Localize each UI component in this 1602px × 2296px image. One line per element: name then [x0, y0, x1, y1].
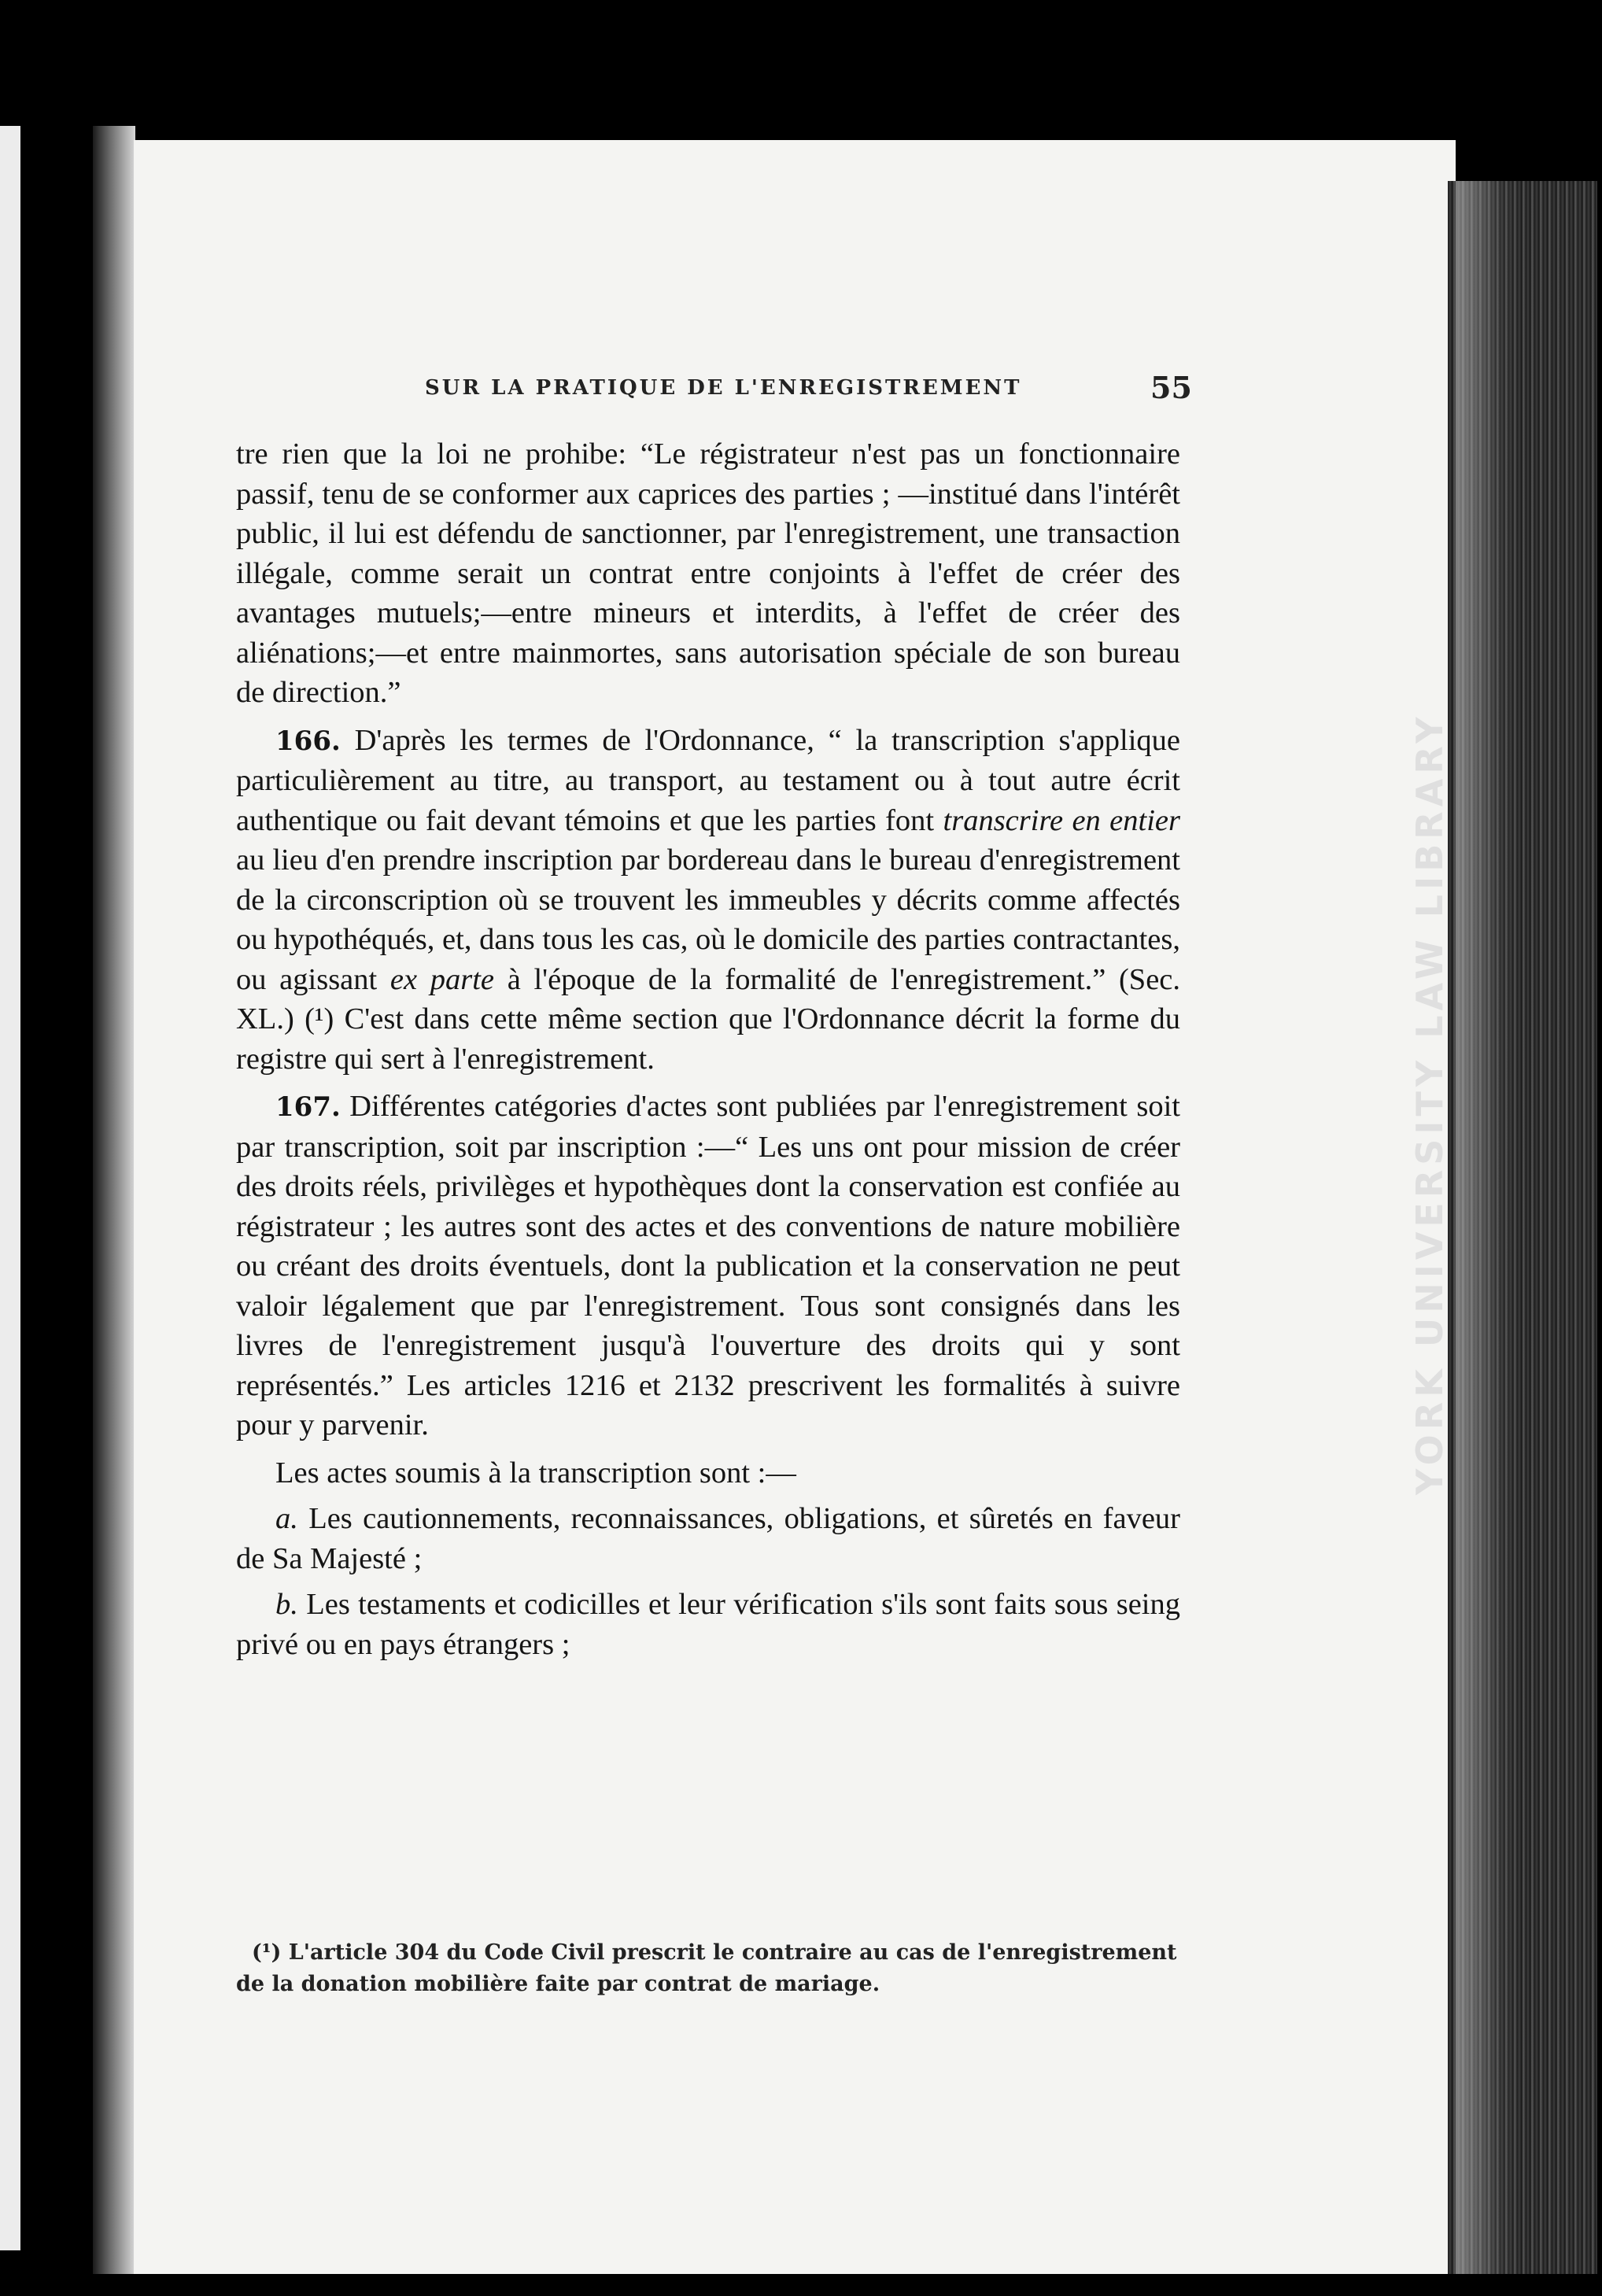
list-item	[236, 1499, 1180, 1578]
footnote-text: L'article 304 du Code Civil prescrit le contraire au cas de l'enregistrement de la donation mobilière faite par contrat de mariage.	[236, 1940, 1177, 1996]
paragraph-text: Différentes catégories d'actes sont publiées par l'enregistrement soit par transcription, soit par inscription :—“ Les uns ont pour mission de créer des droits réels, privilèges et hypothèques dont la conservation est confiée au régistrateur ; les autres sont des actes et des conventions de nature mobilière ou créant des droits éventuels, dont la publication et la conservation ne peut valoir légalement que par l'enregistrement. Tous sont consignés dans les livres de l'enregistrement jusqu'à l'ouverture des droits qui y sont représentés.” Les articles 1216 et 2132 prescrivent les formalités à suivre pour y parvenir.	[236, 1090, 1180, 1441]
paragraph-number: 167.	[275, 1091, 341, 1123]
page-number: 55	[1150, 370, 1192, 405]
paragraph-167	[236, 1087, 1180, 1445]
list-text: Les testaments et codicilles et leur vérification s'ils sont faits sous seing privé ou en pays étrangers ;	[236, 1588, 1180, 1661]
list-label: a.	[275, 1502, 298, 1535]
paragraph-text: à l'époque de la formalité de l'enregistrement.” (Sec. XL.) (¹) C'est dans cette même section que l'Ordonnance décrit la forme du registre qui sert à l'enregistrement.	[236, 962, 1180, 1076]
list-text: Les cautionnements, reconnaissances, obligations, et sûretés en faveur de Sa Majesté ;	[236, 1502, 1180, 1575]
body-text	[236, 434, 1180, 1664]
library-stamp: YORK UNIVERSITY LAW LIBRARY	[1408, 712, 1451, 1495]
footnote	[236, 1937, 1180, 2000]
paragraph-text: D'après les termes de l'Ordonnance, “ la transcription s'applique particulièrement au titre, au transport, au testament ou à tout autre écrit authentique ou fait devant témoins et que les parties font	[236, 723, 1180, 837]
italic-phrase: ex parte	[389, 962, 495, 996]
list-label: b.	[275, 1588, 298, 1621]
footnote-marker: (¹)	[252, 1940, 282, 1965]
list-intro: Les actes soumis à la transcription sont :—	[275, 1456, 796, 1489]
gutter-shadow	[93, 126, 135, 2274]
paragraph-number: 166.	[275, 725, 341, 757]
adjacent-page-edge	[0, 126, 20, 2250]
running-title: SUR LA PRATIQUE DE L'ENREGISTREMENT	[425, 376, 1022, 400]
spine-highlight	[1456, 181, 1519, 2274]
paragraph-166	[236, 721, 1180, 1080]
list-item	[236, 1585, 1180, 1664]
italic-phrase: transcrire en entier	[943, 803, 1180, 837]
paragraph-continuation: tre rien que la loi ne prohibe: “Le régistrateur n'est pas un fonctionnaire passif, tenu de se conformer aux caprices des parties ; —institué dans l'intérêt public, il lui est défendu de sanctionner, par l'enregistrement, une transaction illégale, comme serait un contrat entre conjoints à l'effet de créer des avantages mutuels;—entre mineurs et interdits, à l'effet de créer des aliénations;—et entre mainmortes, sans autorisation spéciale de son bureau de direction.”	[236, 437, 1180, 709]
paragraph-text: au lieu d'en prendre inscription par bordereau dans le bureau d'enregistrement de la circonscription où se trouvent les immeubles y décrits comme affectés ou hypothéqués, et, dans tous les cas, où le domicile des parties contractantes, ou agissant	[236, 843, 1180, 996]
